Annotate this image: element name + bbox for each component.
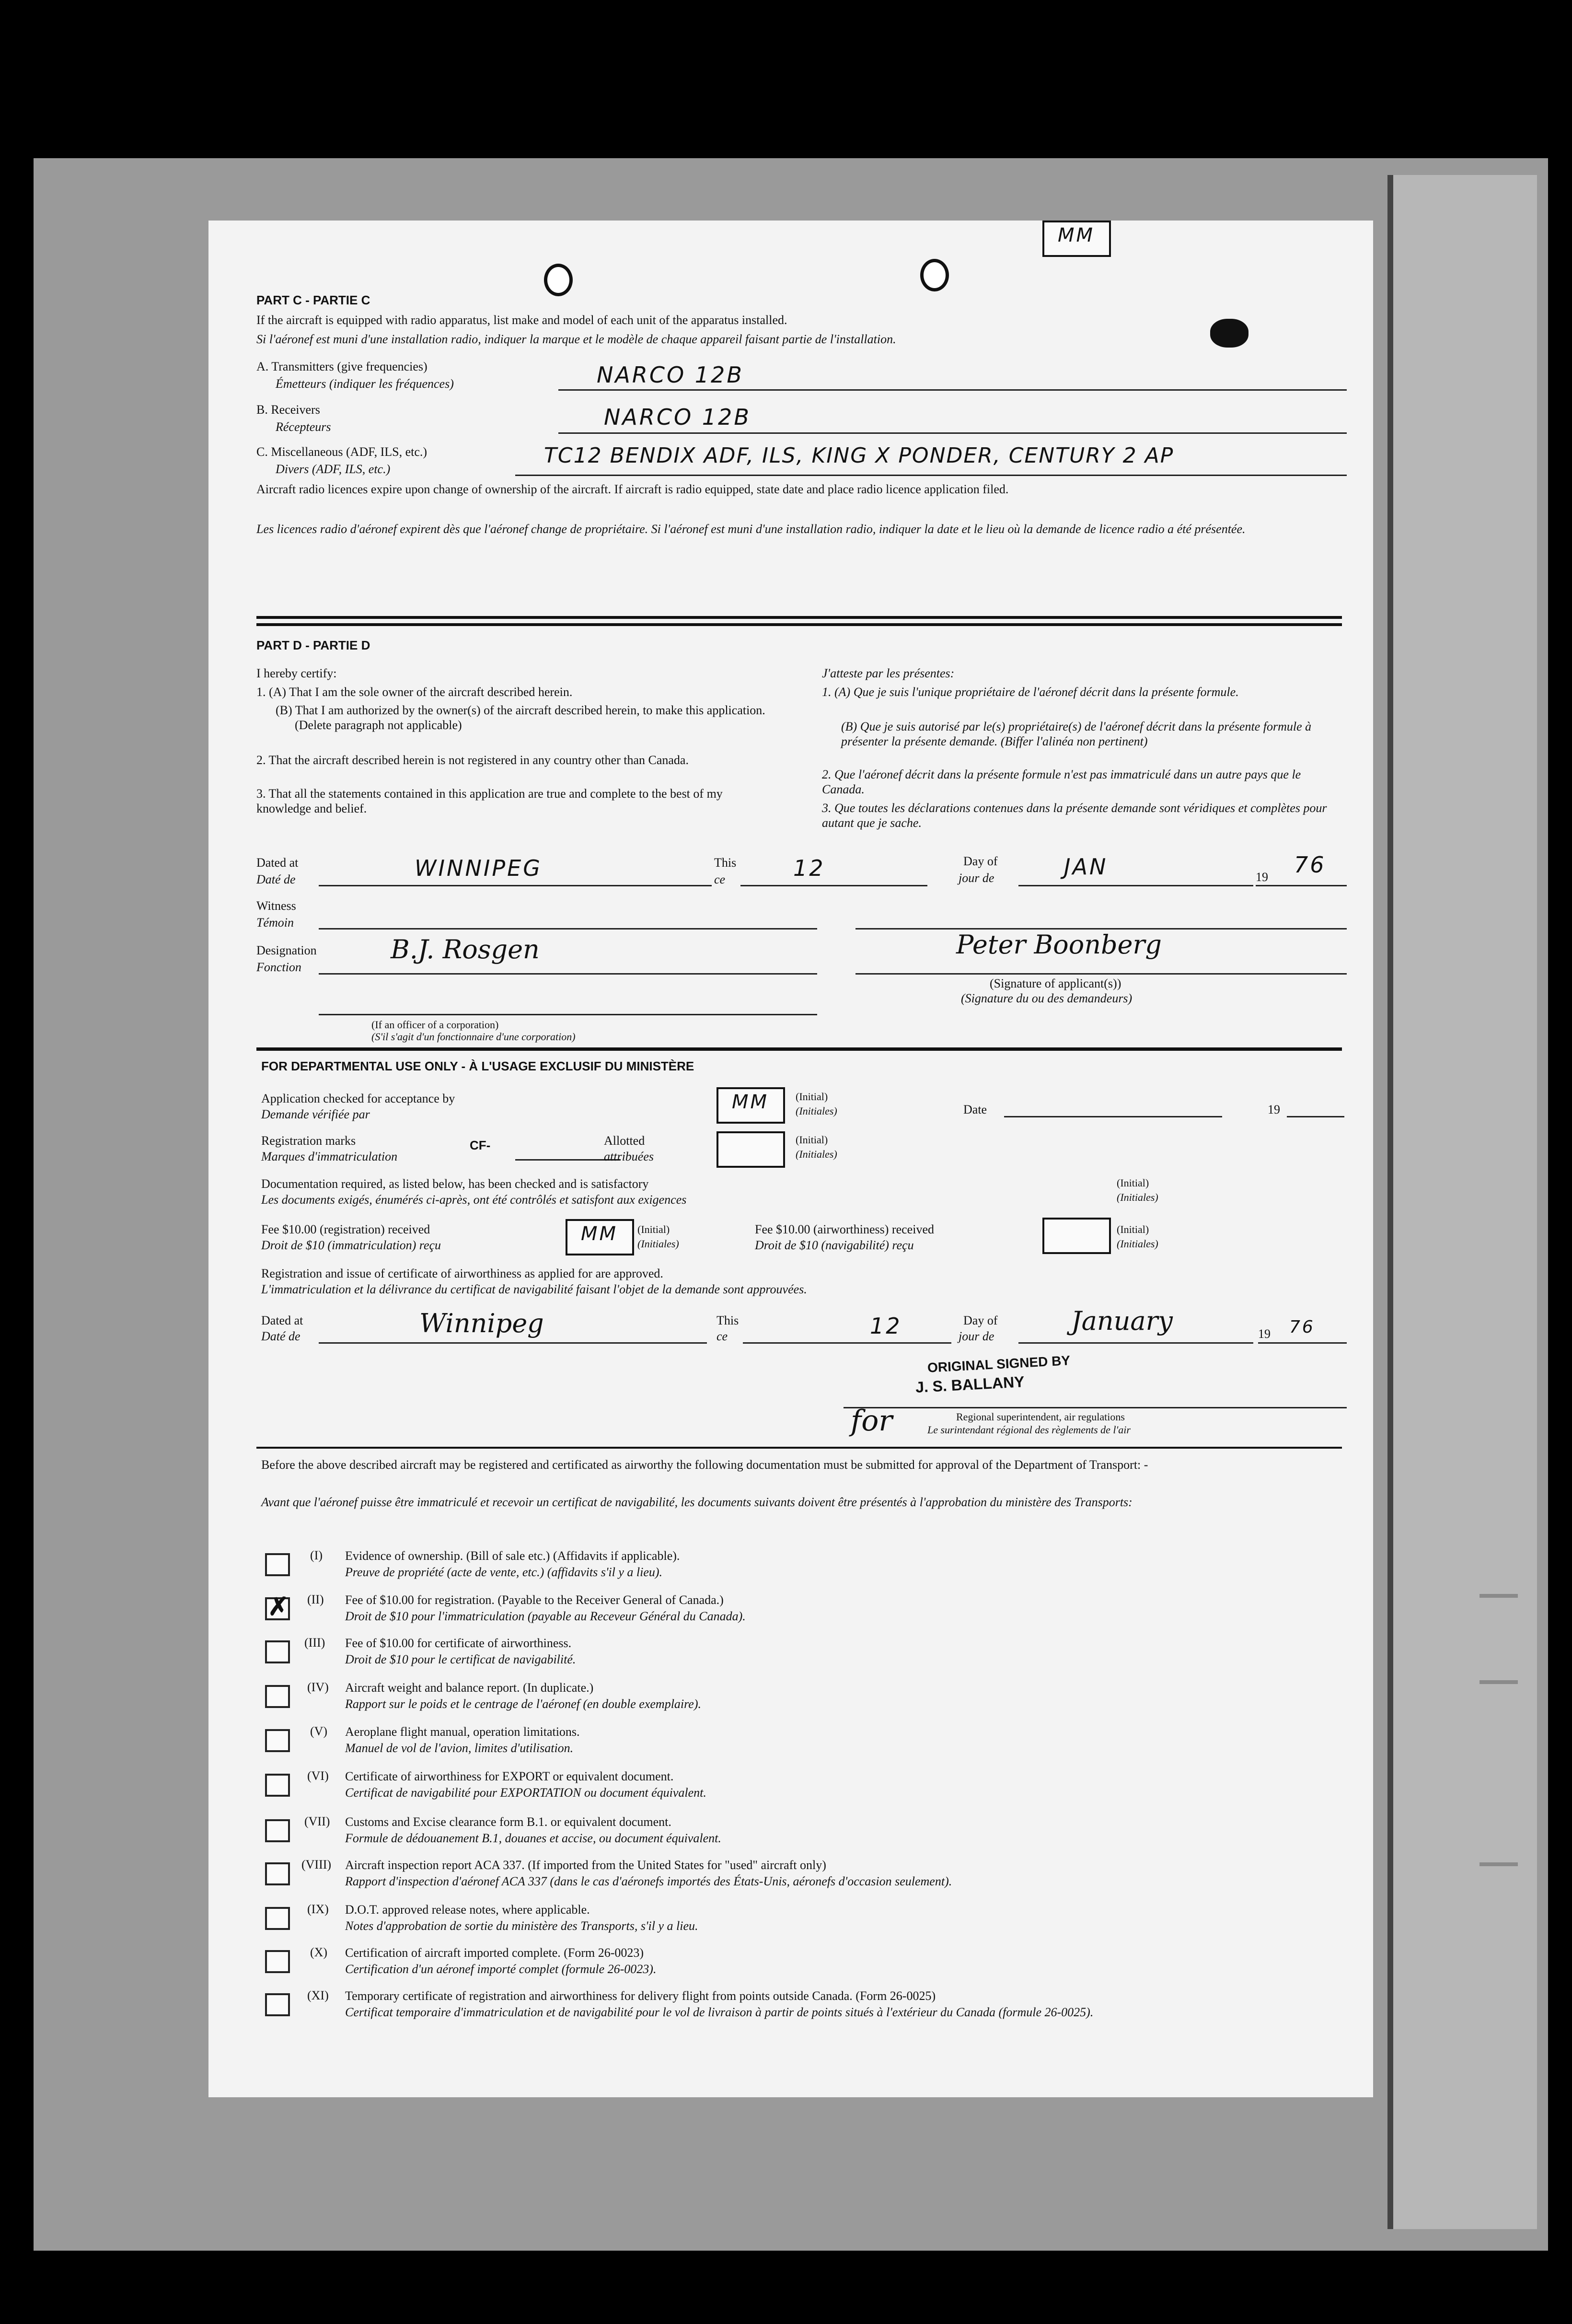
requirement-number: (VIII) (301, 1858, 332, 1871)
date-year-line (1287, 1116, 1344, 1117)
checked-initials-box (717, 1087, 785, 1124)
requirement-checkbox (265, 1819, 290, 1842)
statement-1b-fr: (B) Que je suis autorisé par le(s) propriétaire(s) de l'aéronef décrit dans la présente formule à présenter la présente demande. (Biffer l'alinéa non pertinent) (841, 720, 1312, 749)
superintendent-label-fr: Le surintendant régional des règlements de l'air (927, 1424, 1131, 1436)
dept-dated-at-label-fr: Daté de (261, 1329, 301, 1343)
fee-reg-initials-box (566, 1219, 634, 1255)
allotted-initial-label-en: (Initial) (796, 1134, 828, 1146)
statement-3-fr: 3. Que toutes les déclarations contenues dans la présente demande sont véridiques et complètes pour autant que je sache. (822, 801, 1327, 830)
radio-licence-note-en: Aircraft radio licences expire upon change of ownership of the aircraft. If aircraft is radio equipped, state date and place radio licence application filed. (256, 482, 1009, 496)
dept-dated-place-value: Winnipeg (419, 1308, 544, 1338)
superintendent-label-en: Regional superintendent, air regulations (956, 1411, 1125, 1423)
requirement-text-fr: Formule de dédouanement B.1, douanes et accise, ou document équivalent. (345, 1831, 721, 1845)
transmitters-line (558, 389, 1347, 391)
doc-required-fr: Les documents exigés, énumérés ci-après, ont été contrôlés et satisfont aux exigences (261, 1193, 687, 1207)
requirement-text-fr: Certificat temporaire d'immatriculation et de navigabilité pour le vol de livraison à partir de points situés à l'extérieur du Canada (formule 26-0025). (345, 2005, 1094, 2019)
requirement-checkbox (265, 1553, 290, 1576)
requirements-intro-fr: Avant que l'aéronef puisse être immatriculé et recevoir un certificat de navigabilité, les documents suivants doivent être présentés à l'approbation du ministère des Transports: (261, 1495, 1133, 1509)
requirement-text-en: Aeroplane flight manual, operation limitations. (345, 1725, 580, 1739)
doc-initials-box (1042, 221, 1111, 257)
requirement-text-en: D.O.T. approved release notes, where applicable. (345, 1903, 590, 1917)
requirement-checkbox (265, 1729, 290, 1752)
fee-air-initial-label-fr: (Initiales) (1117, 1238, 1158, 1250)
doc-required-en: Documentation required, as listed below, has been checked and is satisfactory (261, 1177, 649, 1191)
designation-label-en: Designation (256, 943, 317, 957)
approved-fr: L'immatriculation et la délivrance du certificat de navigabilité faisant l'objet de la demande sont approuvées. (261, 1282, 807, 1296)
month-value: JAN (1064, 854, 1108, 880)
dept-year-value: 76 (1289, 1317, 1315, 1337)
requirements-intro-en: Before the above described aircraft may be registered and certificated as airworthy the following documentation must be submitted for approval of the Department of Transport: - (261, 1458, 1148, 1472)
requirement-checkbox (265, 1640, 290, 1663)
applicant-signature: Peter Boonberg (956, 930, 1162, 960)
requirement-number: (X) (310, 1945, 328, 1959)
checked-label-en: Application checked for acceptance by (261, 1092, 455, 1105)
day-of-label-en: Day of (963, 854, 998, 868)
dated-place-line (319, 885, 712, 886)
officer-note-en: (If an officer of a corporation) (371, 1019, 499, 1031)
requirement-number: (VI) (307, 1769, 329, 1783)
transmitters-value: NARCO 12B (597, 362, 744, 388)
applicant-signature-line (855, 973, 1347, 975)
dept-dated-place-line (319, 1342, 707, 1344)
fee-air-initial-label-en: (Initial) (1117, 1223, 1149, 1235)
part-c-intro-fr: Si l'aéronef est muni d'une installation radio, indiquer la marque et le modèle de chaque appareil faisant partie de l'installation. (256, 332, 896, 346)
requirement-text-fr: Certification d'un aéronef importé complet (formule 26-0023). (345, 1962, 657, 1976)
form-sheet (208, 221, 1373, 2097)
officer-line (319, 1014, 817, 1015)
reg-marks-label-fr: Marques d'immatriculation (261, 1150, 398, 1163)
requirement-text-en: Certificate of airworthiness for EXPORT or equivalent document. (345, 1769, 674, 1783)
reg-marks-label-en: Registration marks (261, 1134, 356, 1148)
fee-reg-initial-label-fr: (Initiales) (637, 1238, 679, 1250)
stamp-line-1: ORIGINAL SIGNED BY (927, 1353, 1071, 1375)
day-value: 12 (793, 855, 825, 881)
date-year-prefix: 19 (1268, 1103, 1280, 1116)
requirement-text-fr: Droit de $10 pour le certificat de navigabilité. (345, 1652, 576, 1666)
allotted-label-fr: attribuées (604, 1150, 654, 1163)
requirement-text-fr: Rapport sur le poids et le centrage de l'aéronef (en double exemplaire). (345, 1697, 701, 1711)
statement-2-fr: 2. Que l'aéronef décrit dans la présente formule n'est pas immatriculé dans un autre pays que le Canada. (822, 767, 1301, 797)
section-divider (256, 616, 1342, 619)
punch-hole (544, 264, 573, 296)
requirement-number: (IX) (307, 1902, 329, 1916)
doc-initial-label-fr: (Initiales) (1117, 1191, 1158, 1203)
dept-dated-at-label-en: Dated at (261, 1313, 303, 1327)
requirement-checkbox (265, 1685, 290, 1708)
transmitters-label-fr: Émetteurs (indiquer les fréquences) (276, 377, 454, 391)
approved-en: Registration and issue of certificate of airworthiness as applied for are approved. (261, 1267, 663, 1280)
allotted-initials-box (717, 1131, 785, 1168)
dated-at-label-fr: Daté de (256, 872, 296, 886)
witness-label-en: Witness (256, 899, 296, 913)
section-divider (256, 1047, 1342, 1051)
superintendent-line (844, 1407, 1347, 1408)
requirement-text-fr: Certificat de navigabilité pour EXPORTATION ou document équivalent. (345, 1786, 706, 1800)
fee-air-label-fr: Droit de $10 (navigabilité) reçu (755, 1238, 914, 1252)
statement-1b-en: (B) That I am authorized by the owner(s) of the aircraft described herein, to make this application. (Delete paragraph not applicable) (276, 703, 765, 732)
misc-label-fr: Divers (ADF, ILS, etc.) (276, 462, 391, 476)
requirement-number: (XI) (307, 1988, 329, 2002)
requirement-checkbox (265, 1593, 290, 1621)
fee-air-initials-box (1042, 1218, 1111, 1254)
requirement-number: (I) (310, 1548, 323, 1562)
requirement-number: (II) (307, 1592, 324, 1606)
requirement-text-en: Aircraft inspection report ACA 337. (If imported from the United States for "used" aircraft only) (345, 1858, 826, 1872)
requirement-checkbox (265, 1774, 290, 1797)
receivers-label-en: B. Receivers (256, 403, 320, 417)
fee-reg-label-en: Fee $10.00 (registration) received (261, 1222, 430, 1236)
dept-month-value: January (1071, 1306, 1173, 1336)
statement-3-en: 3. That all the statements contained in this application are true and complete to the best of my knowledge and belief. (256, 787, 723, 816)
dept-day-value: 12 (870, 1313, 902, 1339)
requirement-checkbox (265, 1907, 290, 1930)
requirement-text-fr: Manuel de vol de l'avion, limites d'utilisation. (345, 1741, 574, 1755)
this-label-en: This (714, 856, 737, 870)
punch-hole-torn (1210, 319, 1248, 348)
scuff-mark (1480, 1594, 1518, 1598)
checkmark-icon: ✗ (268, 1593, 289, 1621)
requirement-text-en: Temporary certificate of registration and airworthiness for delivery flight from points outside Canada. (Form 26-0025) (345, 1989, 936, 2003)
scuff-mark (1480, 1680, 1518, 1684)
dept-month-line (1018, 1342, 1253, 1344)
part-c-heading: PART C - PARTIE C (256, 293, 370, 307)
applicant-signature-label-fr: (Signature du ou des demandeurs) (961, 991, 1133, 1005)
dept-this-label-en: This (717, 1313, 739, 1327)
receivers-value: NARCO 12B (604, 404, 751, 430)
statement-2-en: 2. That the aircraft described herein is not registered in any country other than Canada. (256, 753, 689, 767)
receivers-line (558, 432, 1347, 434)
misc-value: TC12 BENDIX ADF, ILS, KING X PONDER, CENTURY 2 AP (544, 443, 1174, 468)
requirement-text-en: Aircraft weight and balance report. (In duplicate.) (345, 1681, 594, 1695)
designation-signature: B.J. Rosgen (391, 934, 540, 964)
receivers-label-fr: Récepteurs (276, 420, 331, 434)
year-value: 76 (1294, 852, 1326, 878)
requirement-number: (V) (310, 1724, 328, 1738)
misc-line (515, 475, 1347, 476)
dated-place-value: WINNIPEG (415, 855, 542, 881)
witness-line (319, 928, 817, 930)
fee-reg-initials-value: MM (581, 1223, 618, 1245)
initial-label-en: (Initial) (796, 1091, 828, 1103)
doc-initials-value: MM (1058, 224, 1095, 246)
allotted-initial-label-fr: (Initiales) (796, 1148, 837, 1160)
allotted-label-en: Allotted (604, 1134, 645, 1148)
requirement-text-en: Evidence of ownership. (Bill of sale etc.) (Affidavits if applicable). (345, 1549, 680, 1563)
requirement-checkbox (265, 1862, 290, 1885)
requirement-text-fr: Notes d'approbation de sortie du ministère des Transports, s'il y a lieu. (345, 1919, 698, 1933)
part-d-heading: PART D - PARTIE D (256, 638, 370, 652)
statement-1a-fr: 1. (A) Que je suis l'unique propriétaire de l'aéronef décrit dans la présente formule. (822, 685, 1239, 699)
applicant-signature-label-en: (Signature of applicant(s)) (990, 976, 1121, 990)
fee-air-label-en: Fee $10.00 (airworthiness) received (755, 1222, 934, 1236)
statement-1a-en: 1. (A) That I am the sole owner of the aircraft described herein. (256, 685, 573, 699)
doc-initial-label-en: (Initial) (1117, 1177, 1149, 1189)
designation-line (319, 973, 817, 975)
officer-note-fr: (S'il s'agit d'un fonctionnaire d'une corporation) (371, 1031, 576, 1043)
punch-hole (920, 259, 949, 291)
requirement-checkbox (265, 1993, 290, 2016)
certify-fr: J'atteste par les présentes: (822, 666, 955, 680)
certify-en: I hereby certify: (256, 666, 337, 680)
requirement-number: (IV) (307, 1680, 329, 1694)
dept-year-prefix: 19 (1258, 1327, 1271, 1341)
radio-licence-note-fr: Les licences radio d'aéronef expirent dès que l'aéronef change de propriétaire. Si l'aéronef est muni d'une installation radio, indiquer la date et le lieu où la demande de licence radio a été présentée. (256, 522, 1246, 536)
scan-backing-right-edge (1387, 175, 1537, 2229)
section-divider (256, 1447, 1342, 1449)
dated-at-label-en: Dated at (256, 856, 299, 870)
signed-for: for (851, 1404, 893, 1438)
dept-day-of-label-en: Day of (963, 1313, 998, 1327)
dept-heading: FOR DEPARTMENTAL USE ONLY - À L'USAGE EXCLUSIF DU MINISTÈRE (261, 1059, 694, 1073)
year-prefix: 19 (1256, 870, 1268, 884)
date-label: Date (963, 1103, 987, 1116)
scuff-mark (1480, 1862, 1518, 1866)
requirement-text-en: Customs and Excise clearance form B.1. or equivalent document. (345, 1815, 671, 1829)
date-line (1004, 1116, 1222, 1117)
checked-initials-value: MM (732, 1091, 769, 1113)
designation-label-fr: Fonction (256, 960, 301, 974)
stamp-line-2: J. S. BALLANY (915, 1373, 1025, 1396)
requirement-text-fr: Rapport d'inspection d'aéronef ACA 337 (dans le cas d'aéronefs importés des États-Unis, aéronefs d'occasion seulement). (345, 1874, 952, 1888)
fee-reg-label-fr: Droit de $10 (immatriculation) reçu (261, 1238, 441, 1252)
dept-this-label-fr: ce (717, 1329, 728, 1343)
requirement-text-fr: Preuve de propriété (acte de vente, etc.) (affidavits s'il y a lieu). (345, 1565, 663, 1579)
fee-reg-initial-label-en: (Initial) (637, 1223, 670, 1235)
year-line (1256, 885, 1347, 886)
dept-day-of-label-fr: jour de (959, 1329, 994, 1343)
checked-label-fr: Demande vérifiée par (261, 1107, 370, 1121)
misc-label-en: C. Miscellaneous (ADF, ILS, etc.) (256, 445, 428, 459)
requirement-number: (III) (304, 1636, 325, 1650)
requirement-checkbox (265, 1950, 290, 1973)
part-c-intro-en: If the aircraft is equipped with radio apparatus, list make and model of each unit of the apparatus installed. (256, 313, 787, 327)
requirement-text-fr: Droit de $10 pour l'immatriculation (payable au Receveur Général du Canada). (345, 1609, 746, 1623)
day-of-label-fr: jour de (959, 871, 994, 885)
dept-year-line (1258, 1342, 1347, 1344)
requirement-text-en: Certification of aircraft imported complete. (Form 26-0023) (345, 1946, 644, 1960)
requirement-text-en: Fee of $10.00 for certificate of airworthiness. (345, 1636, 572, 1650)
transmitters-label-en: A. Transmitters (give frequencies) (256, 360, 428, 373)
initial-label-fr: (Initiales) (796, 1105, 837, 1117)
day-line (740, 885, 927, 886)
dept-day-line (743, 1342, 951, 1344)
this-label-fr: ce (714, 872, 726, 886)
section-divider (256, 623, 1342, 626)
cf-prefix: CF- (470, 1138, 491, 1152)
requirement-text-en: Fee of $10.00 for registration. (Payable to the Receiver General of Canada.) (345, 1593, 724, 1607)
requirement-number: (VII) (304, 1814, 330, 1828)
witness-label-fr: Témoin (256, 916, 294, 930)
month-line (1018, 885, 1253, 886)
